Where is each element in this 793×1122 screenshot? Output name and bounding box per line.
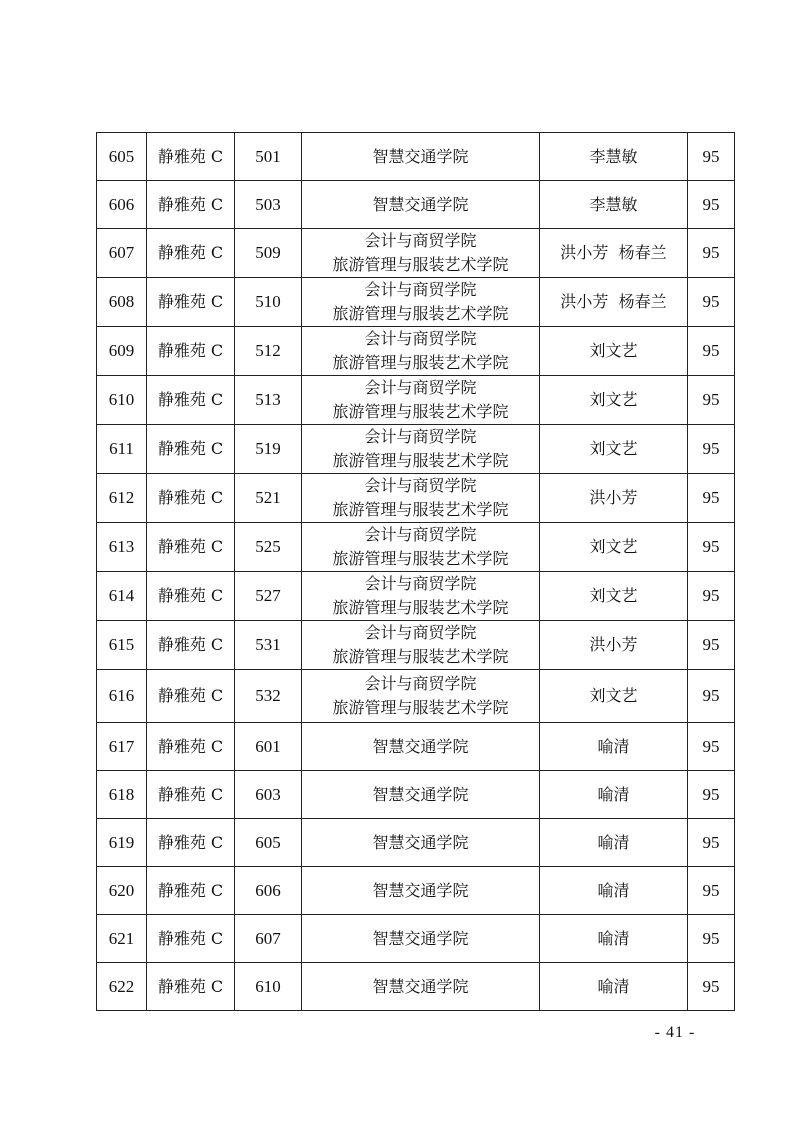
department-line: 会计与商贸学院: [364, 574, 477, 593]
room-cell: 512: [235, 327, 302, 376]
score-cell: 95: [688, 133, 735, 181]
row-number-cell: 622: [97, 963, 147, 1011]
room-cell: 606: [235, 867, 302, 915]
department-cell: [302, 278, 540, 327]
department-line: 智慧交通学院: [372, 928, 469, 948]
building-cell: 静雅苑 C: [147, 523, 235, 572]
table-row: [97, 819, 735, 867]
person-cell: 洪小芳 杨春兰: [540, 278, 688, 327]
score-cell: 95: [688, 181, 735, 229]
department-line: 智慧交通学院: [372, 832, 469, 852]
department-line: 会计与商贸学院: [364, 378, 477, 397]
table-row: [97, 915, 735, 963]
department-cell: [302, 621, 540, 670]
room-cell: 527: [235, 572, 302, 621]
person-cell: 刘文艺: [540, 327, 688, 376]
score-cell: 95: [688, 474, 735, 523]
person-cell: 刘文艺: [540, 523, 688, 572]
department-line: 会计与商贸学院: [364, 674, 477, 693]
person-cell: 喻清: [540, 963, 688, 1011]
building-cell: 静雅苑 C: [147, 670, 235, 723]
score-cell: 95: [688, 523, 735, 572]
person-cell: 刘文艺: [540, 572, 688, 621]
room-cell: 501: [235, 133, 302, 181]
score-cell: 95: [688, 670, 735, 723]
building-cell: 静雅苑 C: [147, 474, 235, 523]
score-cell: 95: [688, 963, 735, 1011]
room-cell: 531: [235, 621, 302, 670]
department-cell: [302, 376, 540, 425]
row-number-cell: 620: [97, 867, 147, 915]
table-row: [97, 474, 735, 523]
building-cell: 静雅苑 C: [147, 376, 235, 425]
department-line: 会计与商贸学院: [364, 525, 477, 544]
table-row: [97, 523, 735, 572]
department-line: 会计与商贸学院: [364, 280, 477, 299]
table-row: [97, 963, 735, 1011]
department-line: 旅游管理与服装艺术学院: [332, 698, 509, 717]
building-cell: 静雅苑 C: [147, 819, 235, 867]
row-number-cell: 617: [97, 723, 147, 771]
department-line: 旅游管理与服装艺术学院: [332, 402, 509, 421]
score-cell: 95: [688, 229, 735, 278]
row-number-cell: 607: [97, 229, 147, 278]
department-line: 会计与商贸学院: [364, 329, 477, 348]
room-cell: 525: [235, 523, 302, 572]
person-cell: 洪小芳 杨春兰: [540, 229, 688, 278]
building-cell: 静雅苑 C: [147, 771, 235, 819]
score-cell: 95: [688, 621, 735, 670]
score-cell: 95: [688, 819, 735, 867]
building-cell: 静雅苑 C: [147, 278, 235, 327]
room-cell: 521: [235, 474, 302, 523]
row-number-cell: 612: [97, 474, 147, 523]
department-cell: [302, 523, 540, 572]
row-number-cell: 621: [97, 915, 147, 963]
score-cell: 95: [688, 376, 735, 425]
building-cell: 静雅苑 C: [147, 133, 235, 181]
department-line: 旅游管理与服装艺术学院: [332, 353, 509, 372]
department-cell: [302, 915, 540, 963]
score-cell: 95: [688, 278, 735, 327]
department-line: 旅游管理与服装艺术学院: [332, 647, 509, 666]
building-cell: 静雅苑 C: [147, 327, 235, 376]
room-cell: 519: [235, 425, 302, 474]
table-row: [97, 572, 735, 621]
department-line: 智慧交通学院: [372, 194, 469, 214]
person-cell: 洪小芳: [540, 621, 688, 670]
table-row: [97, 670, 735, 723]
department-cell: [302, 670, 540, 723]
row-number-cell: 613: [97, 523, 147, 572]
dormitory-score-table: [96, 132, 735, 1011]
person-cell: 喻清: [540, 723, 688, 771]
department-cell: [302, 867, 540, 915]
table-body: [97, 133, 735, 1011]
department-line: 旅游管理与服装艺术学院: [332, 598, 509, 617]
department-line: 智慧交通学院: [372, 736, 469, 756]
room-cell: 601: [235, 723, 302, 771]
table-row: [97, 278, 735, 327]
table-row: [97, 771, 735, 819]
department-cell: [302, 819, 540, 867]
department-line: 旅游管理与服装艺术学院: [332, 451, 509, 470]
person-cell: 喻清: [540, 771, 688, 819]
page-number: - 41 -: [654, 1024, 696, 1041]
building-cell: 静雅苑 C: [147, 425, 235, 474]
row-number-cell: 606: [97, 181, 147, 229]
row-number-cell: 614: [97, 572, 147, 621]
department-line: 智慧交通学院: [372, 880, 469, 900]
row-number-cell: 609: [97, 327, 147, 376]
department-line: 旅游管理与服装艺术学院: [332, 500, 509, 519]
room-cell: 607: [235, 915, 302, 963]
room-cell: 532: [235, 670, 302, 723]
building-cell: 静雅苑 C: [147, 963, 235, 1011]
department-cell: [302, 133, 540, 181]
row-number-cell: 608: [97, 278, 147, 327]
row-number-cell: 619: [97, 819, 147, 867]
table-row: [97, 621, 735, 670]
building-cell: 静雅苑 C: [147, 229, 235, 278]
department-line: 会计与商贸学院: [364, 427, 477, 446]
person-cell: 刘文艺: [540, 425, 688, 474]
department-cell: [302, 181, 540, 229]
row-number-cell: 610: [97, 376, 147, 425]
row-number-cell: 618: [97, 771, 147, 819]
table-row: [97, 327, 735, 376]
building-cell: 静雅苑 C: [147, 181, 235, 229]
score-cell: 95: [688, 915, 735, 963]
table-row: [97, 867, 735, 915]
row-number-cell: 616: [97, 670, 147, 723]
score-cell: 95: [688, 723, 735, 771]
person-cell: 洪小芳: [540, 474, 688, 523]
department-line: 智慧交通学院: [372, 976, 469, 996]
building-cell: 静雅苑 C: [147, 915, 235, 963]
department-line: 旅游管理与服装艺术学院: [332, 255, 509, 274]
room-cell: 510: [235, 278, 302, 327]
row-number-cell: 605: [97, 133, 147, 181]
room-cell: 610: [235, 963, 302, 1011]
department-line: 旅游管理与服装艺术学院: [332, 304, 509, 323]
department-cell: [302, 474, 540, 523]
department-line: 会计与商贸学院: [364, 623, 477, 642]
building-cell: 静雅苑 C: [147, 572, 235, 621]
person-cell: 李慧敏: [540, 133, 688, 181]
department-cell: [302, 425, 540, 474]
person-cell: 刘文艺: [540, 670, 688, 723]
department-line: 智慧交通学院: [372, 146, 469, 166]
department-cell: [302, 723, 540, 771]
score-cell: 95: [688, 425, 735, 474]
score-cell: 95: [688, 771, 735, 819]
department-line: 会计与商贸学院: [364, 476, 477, 495]
room-cell: 513: [235, 376, 302, 425]
table-row: [97, 376, 735, 425]
department-cell: [302, 963, 540, 1011]
score-cell: 95: [688, 327, 735, 376]
table-row: [97, 181, 735, 229]
table-row: [97, 425, 735, 474]
department-cell: [302, 771, 540, 819]
person-cell: 喻清: [540, 867, 688, 915]
row-number-cell: 615: [97, 621, 147, 670]
score-cell: 95: [688, 867, 735, 915]
room-cell: 603: [235, 771, 302, 819]
department-line: 会计与商贸学院: [364, 231, 477, 250]
person-cell: 李慧敏: [540, 181, 688, 229]
department-cell: [302, 327, 540, 376]
row-number-cell: 611: [97, 425, 147, 474]
room-cell: 503: [235, 181, 302, 229]
department-cell: [302, 229, 540, 278]
table-row: [97, 723, 735, 771]
score-cell: 95: [688, 572, 735, 621]
table-row: [97, 229, 735, 278]
person-cell: 喻清: [540, 915, 688, 963]
table-row: [97, 133, 735, 181]
department-line: 旅游管理与服装艺术学院: [332, 549, 509, 568]
room-cell: 605: [235, 819, 302, 867]
room-cell: 509: [235, 229, 302, 278]
person-cell: 喻清: [540, 819, 688, 867]
department-cell: [302, 572, 540, 621]
building-cell: 静雅苑 C: [147, 621, 235, 670]
department-line: 智慧交通学院: [372, 784, 469, 804]
building-cell: 静雅苑 C: [147, 723, 235, 771]
person-cell: 刘文艺: [540, 376, 688, 425]
building-cell: 静雅苑 C: [147, 867, 235, 915]
